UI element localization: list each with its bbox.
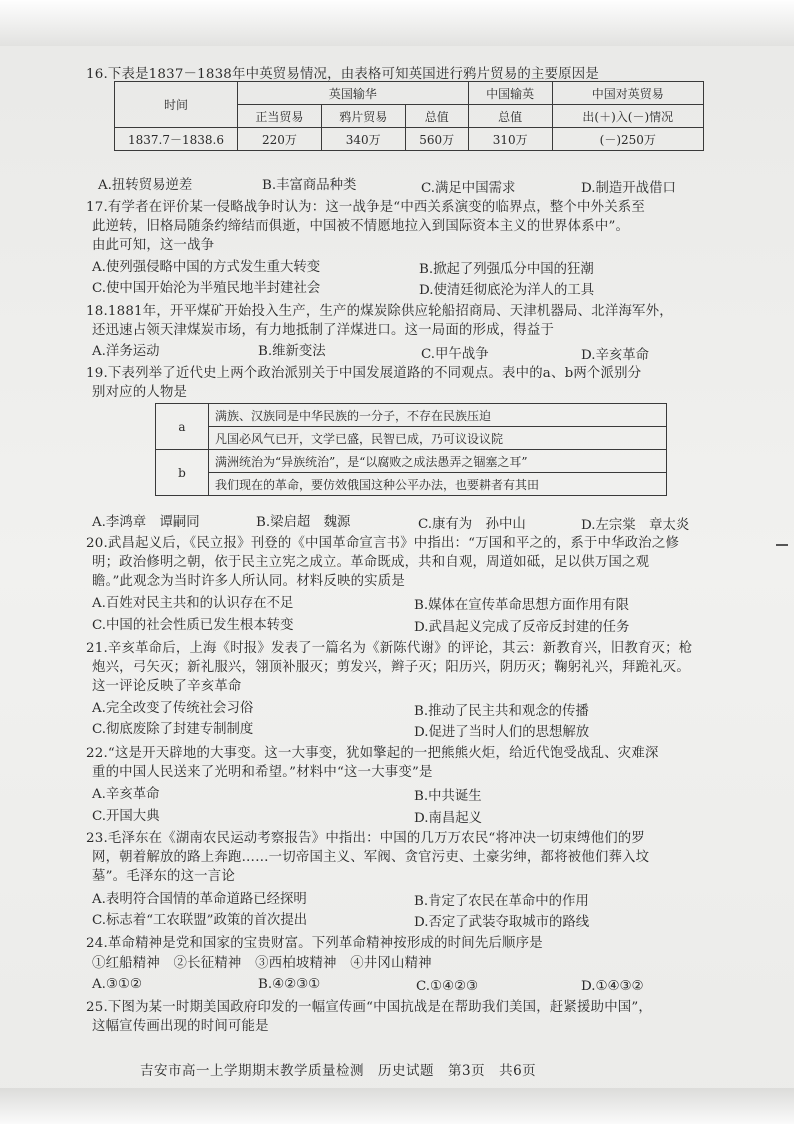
question-17-stem: 此逆转，旧格局随条约缔结而俱逝，中国被不情愿地拉入到国际资本主义的世界体系中”。: [92, 219, 630, 234]
views-cell: 我们现在的革命，要仿效俄国这种公平办法，也要耕者有其田: [209, 473, 667, 496]
option[interactable]: D.左宗棠 章太炎: [581, 518, 690, 533]
question-22-stem: 22.“这是开天辟地的大事变。这一大事变，犹如擎起的一把熊熊火炬，给近代饱受战乱、灾难深: [86, 746, 659, 761]
question-21-stem: 21.辛亥革命后，上海《时报》发表了一篇名为《新陈代谢》的评论，其云：新教育兴，旧教育灭；枪: [86, 641, 693, 656]
question-23-stem: 网，朝着解放的路上奔跑……一切帝国主义、军阀、贪官污吏、土豪劣绅，都将被他们葬入坟: [92, 850, 650, 865]
views-cell: 凡国必风气已开，文学已盛，民智已成，乃可议设议院: [209, 427, 667, 450]
option[interactable]: B.掀起了列强瓜分中国的狂潮: [419, 262, 594, 277]
trade-cell: (－)250万: [552, 128, 703, 151]
option[interactable]: C.满足中国需求: [421, 181, 516, 196]
option[interactable]: A.完全改变了传统社会习俗: [92, 701, 254, 716]
views-label-b: b: [156, 450, 209, 496]
paper-top-edge: [0, 0, 794, 46]
trade-header-china-export: 中国输英: [468, 82, 552, 105]
option[interactable]: C.彻底废除了封建专制制度: [92, 722, 254, 737]
option[interactable]: A.李鸿章 谭嗣同: [92, 515, 200, 530]
option[interactable]: D.辛亥革命: [581, 348, 650, 363]
question-17-stem: 由此可知，这一战争: [92, 238, 215, 253]
trade-cell: 220万: [238, 128, 322, 151]
option[interactable]: A.百姓对民主共和的认识存在不足: [92, 596, 294, 611]
trade-cell: 340万: [321, 128, 405, 151]
option[interactable]: A.洋务运动: [92, 344, 160, 359]
question-19-stem: 别对应的人物是: [92, 385, 188, 400]
views-cell: 满洲统治为“异族统治”，是“以腐败之成法愚弄之锢塞之耳”: [209, 450, 667, 473]
views-table: [155, 403, 667, 496]
question-22-stem: 重的中国人民送来了光明和希望。”材料中“这一大事变”是: [92, 765, 433, 780]
option[interactable]: A.③①②: [92, 977, 142, 992]
option[interactable]: C.标志着“工农联盟”政策的首次提出: [92, 913, 308, 928]
question-16-stem: 16.下表是1837－1838年中英贸易情况，由表格可知英国进行鸦片贸易的主要原因是: [86, 67, 599, 82]
option[interactable]: B.维新变法: [258, 344, 326, 359]
page-footer: 吉安市高一上学期期末教学质量检测 历史试题 第3页 共6页: [140, 1063, 537, 1079]
option[interactable]: D.制造开战借口: [581, 181, 676, 196]
option[interactable]: A.扭转贸易逆差: [98, 178, 193, 193]
trade-subheader-legit: 正当贸易: [238, 105, 322, 128]
trade-header-time: 时间: [115, 82, 238, 128]
trade-header-britain-export: 英国输华: [238, 82, 469, 105]
question-18-stem: 18.1881年，开平煤矿开始投入生产，生产的煤炭除供应轮船招商局、天津机器局、北洋海军外，: [86, 304, 673, 319]
paper-bottom-edge: [0, 1088, 794, 1124]
trade-header-china-trade: 中国对英贸易: [552, 82, 703, 105]
option[interactable]: C.开国大典: [92, 809, 160, 824]
option[interactable]: B.④②③①: [258, 977, 321, 992]
question-23-stem: 墓”。毛泽东的这一言论: [92, 869, 235, 884]
option[interactable]: C.使中国开始沦为半殖民地半封建社会: [92, 281, 321, 296]
option[interactable]: C.甲午战争: [421, 347, 489, 362]
option[interactable]: B.肯定了农民在革命中的作用: [414, 894, 589, 909]
trade-cell: 1837.7－1838.6: [115, 128, 238, 151]
option[interactable]: B.媒体在宣传革命思想方面作用有限: [414, 598, 629, 613]
question-25-stem: 这幅宣传画出现的时间可能是: [92, 1019, 269, 1034]
option[interactable]: A.辛亥革命: [92, 787, 160, 802]
question-23-stem: 23.毛泽东在《湖南农民运动考察报告》中指出：中国的几万万农民“将冲决一切束缚他们的罗: [86, 831, 645, 846]
option[interactable]: B.丰富商品种类: [262, 178, 357, 193]
option[interactable]: D.使清廷彻底沦为洋人的工具: [419, 283, 595, 298]
margin-mark: [776, 544, 788, 546]
trade-subheader-inout: 出(＋)入(－)情况: [552, 105, 703, 128]
option[interactable]: A.使列强侵略中国的方式发生重大转变: [92, 260, 321, 275]
option[interactable]: D.南昌起义: [414, 811, 483, 826]
trade-cell: 310万: [468, 128, 552, 151]
option[interactable]: B.推动了民主共和观念的传播: [414, 704, 589, 719]
trade-table: [114, 81, 704, 151]
question-25-stem: 25.下图为某一时期美国政府印发的一幅宣传画“中国抗战是在帮助我们美国，赶紧援助中国”，: [86, 1000, 653, 1015]
option[interactable]: A.表明符合国情的革命道路已经探明: [92, 892, 307, 907]
option[interactable]: C.①④②③: [416, 979, 479, 994]
question-21-stem: 这一评论反映了辛亥革命: [92, 679, 242, 694]
option[interactable]: D.①④③②: [581, 979, 644, 994]
views-cell: 满族、汉族同是中华民族的一分子，不存在民族压迫: [209, 404, 667, 427]
option[interactable]: D.促进了当时人们的思想解放: [414, 725, 590, 740]
trade-subheader-total-a: 总值: [405, 105, 468, 128]
question-24-stem: 24.革命精神是党和国家的宝贵财富。下列革命精神按形成的时间先后顺序是: [86, 936, 543, 951]
option[interactable]: B.梁启超 魏源: [256, 515, 351, 530]
question-21-stem: 炮兴，弓矢灭；新礼服兴，翎顶补服灭；剪发兴，辫子灭；阳历兴，阴历灭；鞠躬礼兴，拜跪礼灭。: [92, 660, 690, 675]
question-17-stem: 17.有学者在评价某一侵略战争时认为：这一战争是“中西关系演变的临界点，整个中外关系至: [86, 200, 645, 215]
question-18-stem: 还迅速占领天津煤炭市场，有力地抵制了洋煤进口。这一局面的形成，得益于: [92, 323, 555, 338]
option[interactable]: B.中共诞生: [414, 789, 482, 804]
trade-subheader-opium: 鸦片贸易: [321, 105, 405, 128]
question-20-stem: 瞻。”此观念为当时许多人所认同。材料反映的实质是: [92, 574, 405, 589]
option[interactable]: C.中国的社会性质已发生根本转变: [92, 618, 294, 633]
option[interactable]: C.康有为 孙中山: [418, 517, 526, 532]
option[interactable]: D.武昌起义完成了反帝反封建的任务: [414, 620, 630, 635]
views-label-a: a: [156, 404, 209, 450]
question-24-items: ①红船精神 ②长征精神 ③西柏坡精神 ④井冈山精神: [92, 956, 432, 971]
trade-cell: 560万: [405, 128, 468, 151]
option[interactable]: D.否定了武装夺取城市的路线: [414, 915, 590, 930]
question-19-stem: 19.下表列举了近代史上两个政治派别关于中国发展道路的不同观点。表中的a、b两个派别分: [86, 366, 642, 381]
question-20-stem: 明；政治修明之朝，依于民主立宪之成立。革命既成，共和自观，周道如砥，足以供万国之观: [92, 555, 650, 570]
trade-subheader-total-b: 总值: [468, 105, 552, 128]
question-20-stem: 20.武昌起义后，《民立报》刊登的《中国革命宣言书》中指出：“万国和平之的，系于中华政治之修: [86, 536, 680, 551]
